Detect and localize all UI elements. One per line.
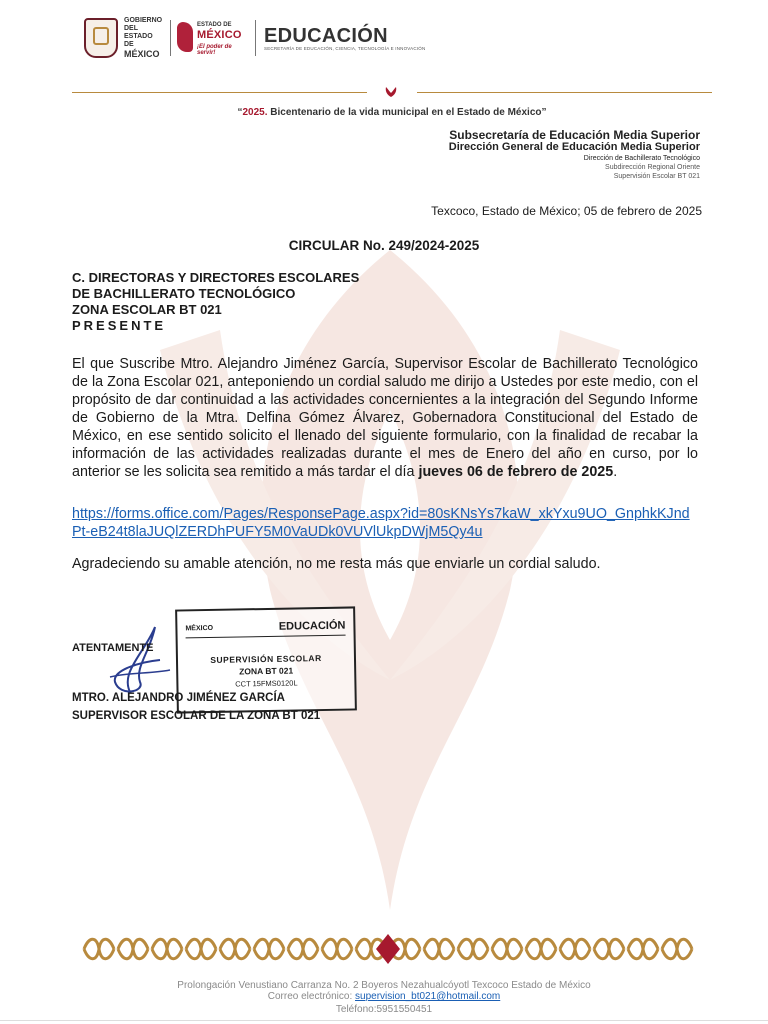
institution-line-3: Dirección de Bachillerato Tecnológico bbox=[583, 155, 700, 162]
institution-line-5: Supervisión Escolar BT 021 bbox=[613, 173, 700, 180]
ornament-motif bbox=[220, 939, 250, 959]
divider bbox=[170, 20, 171, 56]
flower-icon bbox=[384, 86, 398, 98]
divider bbox=[255, 20, 256, 56]
estado-mexico-logo: ESTADO DE MÉXICO ¡El poder de servir! bbox=[177, 20, 249, 56]
stamp-educacion: EDUCACIÓN bbox=[278, 619, 346, 633]
circular-number: CIRCULAR No. 249/2024-2025 bbox=[288, 238, 480, 253]
footer-address: Prolongación Venustiano Carranza No. 2 Boyeros Nezahualcóyotl Texcoco Estado de México bbox=[177, 980, 591, 991]
header-rule bbox=[72, 86, 712, 100]
ornament-motif bbox=[526, 939, 556, 959]
ornament-motif bbox=[84, 939, 114, 959]
footer-email[interactable]: supervision_bt021@hotmail.com bbox=[355, 991, 501, 1002]
motto: “2025. Bicentenario de la vida municipal en el Estado de México” bbox=[237, 107, 547, 118]
ornament-motif bbox=[118, 939, 148, 959]
institution-line-2: Dirección General de Educación Media Superior bbox=[448, 141, 700, 153]
ornament-motif bbox=[186, 939, 216, 959]
institution-line-1: Subsecretaría de Educación Media Superior bbox=[449, 128, 700, 142]
form-link[interactable]: https://forms.office.com/Pages/ResponsePage.aspx?id=80sKNsYs7kaW_xkYxu9UO_GnphkKJndPt-eB24t8laJUQlZERDhPUFY5M0VaUDk0VUVlUkpDWjM5Qy4u bbox=[72, 506, 690, 540]
official-stamp: MÉXICO EDUCACIÓN SUPERVISIÓN ESCOLAR ZONA BT 021 CCT 15FMS0120L bbox=[175, 606, 357, 713]
institution-line-4: Subdirección Regional Oriente bbox=[605, 164, 700, 171]
closing-text: Agradeciendo su amable atención, no me resta más que enviarle un cordial saludo. bbox=[72, 556, 601, 572]
document-date: Texcoco, Estado de México; 05 de febrero de 2025 bbox=[431, 204, 702, 218]
addressee: C. DIRECTORAS Y DIRECTORES ESCOLARES DE BACHILLERATO TECNOLÓGICO ZONA ESCOLAR BT 021 PRESENTE bbox=[72, 270, 360, 333]
deadline: jueves 06 de febrero de 2025 bbox=[418, 464, 614, 480]
divider bbox=[0, 1020, 768, 1021]
header-logos bbox=[84, 18, 425, 58]
signature-icon bbox=[100, 622, 180, 702]
signer-role: SUPERVISOR ESCOLAR DE LA ZONA BT 021 bbox=[72, 710, 321, 722]
educacion-logo: EDUCACIÓN SECRETARÍA DE EDUCACIÓN, CIENCIA, TECNOLOGÍA E INNOVACIÓN bbox=[264, 24, 426, 51]
ornament-motif bbox=[662, 939, 692, 959]
footer-phone: Teléfono:5951550451 bbox=[335, 1004, 433, 1015]
ornament-motif bbox=[288, 939, 318, 959]
footer-ornament bbox=[82, 932, 694, 966]
gov-text: GOBIERNO DEL ESTADO DE MÉXICO bbox=[124, 17, 163, 59]
ornament-motif bbox=[458, 939, 488, 959]
footer-email-line: Correo electrónico: supervision_bt021@hotmail.com bbox=[267, 991, 501, 1002]
ornament-motif bbox=[254, 939, 284, 959]
mexico-emblem-icon bbox=[177, 22, 193, 52]
ornament-motif bbox=[492, 939, 522, 959]
atentamente: ATENTAMENTE bbox=[72, 642, 154, 654]
ornament-motif bbox=[628, 939, 658, 959]
body-paragraph: El que Suscribe Mtro. Alejandro Jiménez García, Supervisor Escolar de Bachillerato Tecnológico de la Zona Escolar 021, anteponiendo un cordial saludo me dirijo a Ustedes por este medio, con el propósito de dar continuidad a las actividades concernientes a la integración del Segundo Informe de Gobierno de la Mtra. Delfina Gómez Álvarez, Gobernadora Constitucional del Estado de México, en ese sentido solicito el llenado del siguiente formulario, con la finalidad de recabar la información de las actividades realizadas durante el mes de Enero del año en curso, por lo anterior se les solicita sea remitido a más tardar el día jueves 06 de febrero de 2025. bbox=[72, 356, 698, 480]
ornament-motif bbox=[594, 939, 624, 959]
ornament-motif bbox=[424, 939, 454, 959]
ornament-motif bbox=[152, 939, 182, 959]
ornament-motif bbox=[322, 939, 352, 959]
ornament-motif bbox=[560, 939, 590, 959]
state-seal-icon bbox=[84, 18, 118, 58]
signer-name: MTRO. ALEJANDRO JIMÉNEZ GARCÍA bbox=[72, 692, 285, 704]
stamp-mexico: MÉXICO bbox=[185, 624, 214, 632]
